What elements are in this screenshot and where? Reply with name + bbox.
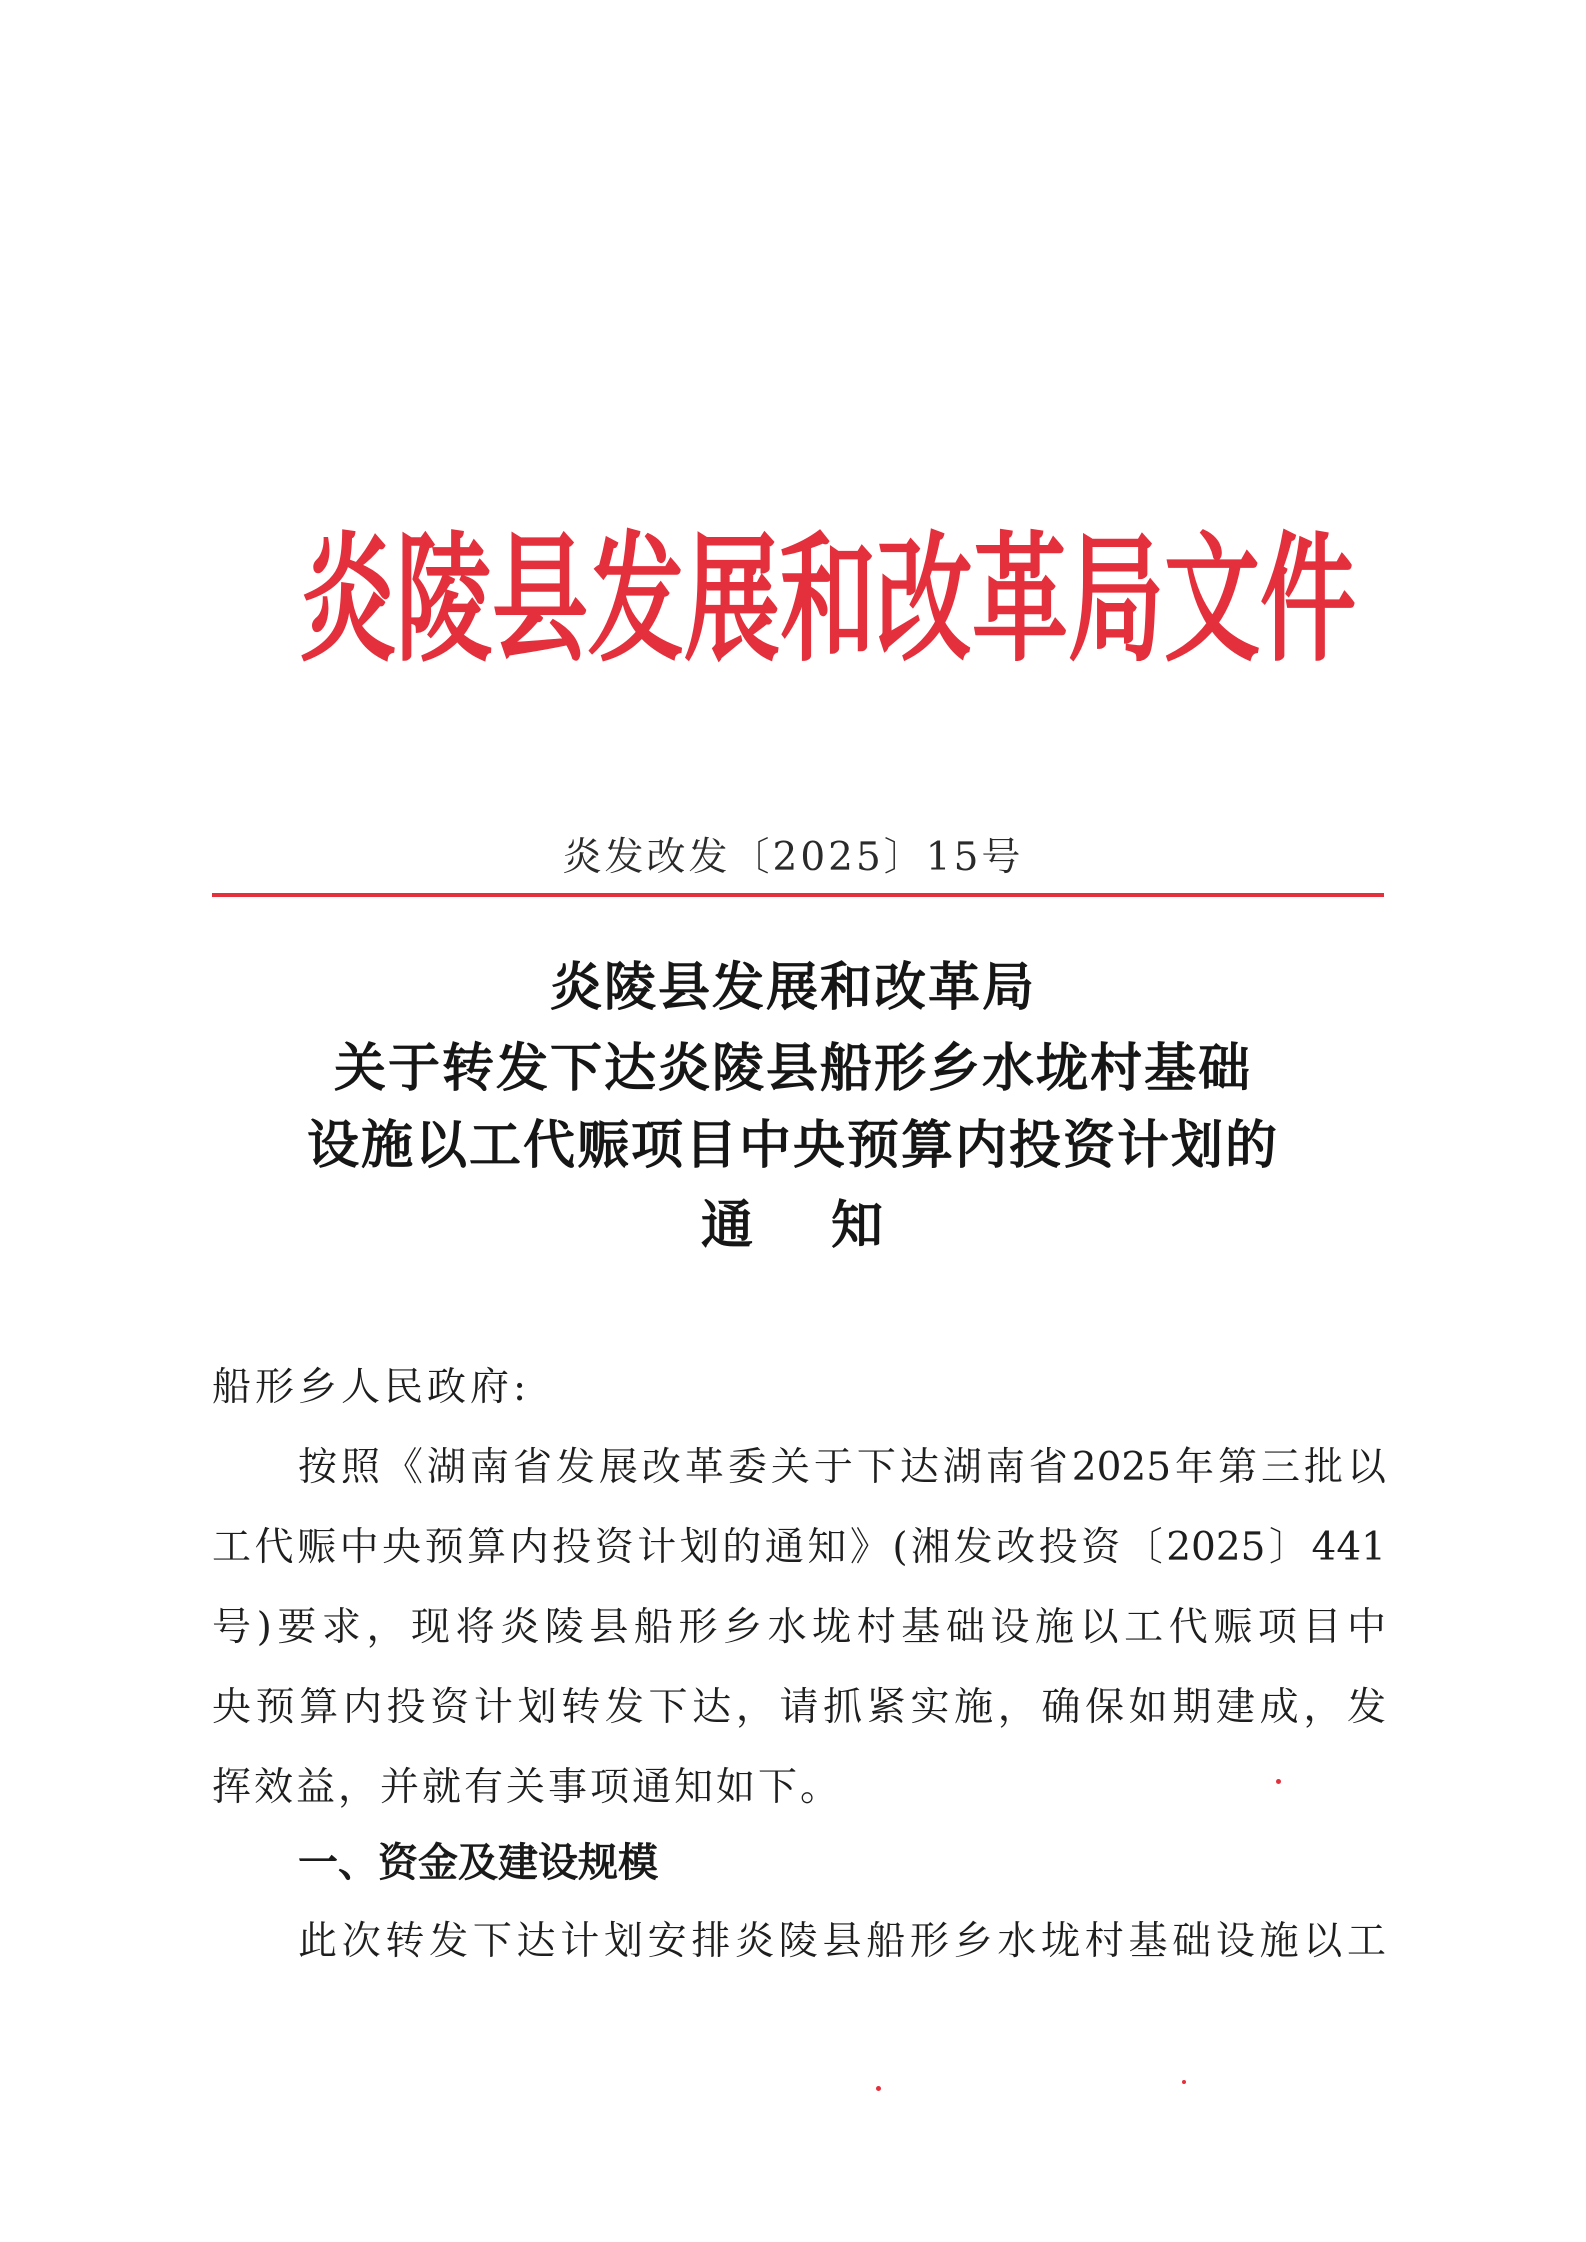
masthead-char: 县: [492, 518, 588, 682]
masthead-char: 展: [684, 518, 780, 682]
addressee: 船形乡人民政府:: [212, 1365, 531, 1410]
masthead-char: 文: [1164, 518, 1260, 682]
masthead-char: 革: [972, 518, 1068, 682]
document-masthead: [300, 515, 1356, 685]
paragraph-line: 号)要求，现将炎陵县船形乡水垅村基础设施以工代赈项目中: [212, 1605, 1386, 1650]
title-line-2: 关于转发下达炎陵县船形乡水垅村基础: [333, 1039, 1252, 1099]
masthead-char: 和: [780, 518, 876, 682]
masthead-char: 陵: [396, 518, 492, 682]
title-char-zhi: 知: [831, 1196, 886, 1256]
title-line-3: 设施以工代赈项目中央预算内投资计划的: [306, 1116, 1279, 1176]
red-divider-line: [212, 893, 1384, 897]
red-speck: [1182, 2080, 1186, 2084]
paragraph-line: 央预算内投资计划转发下达，请抓紧实施，确保如期建成，发: [212, 1685, 1386, 1730]
masthead-char: 改: [876, 518, 972, 682]
paragraph-line: 按照《湖南省发展改革委关于下达湖南省2025年第三批以: [298, 1445, 1386, 1490]
title-char-tong: 通: [700, 1196, 755, 1256]
paragraph-line: 工代赈中央预算内投资计划的通知》(湘发改投资〔2025〕441: [212, 1525, 1386, 1570]
title-line-4: [0, 1196, 1586, 1256]
paragraph-line: 此次转发下达计划安排炎陵县船形乡水垅村基础设施以工: [298, 1919, 1386, 1964]
masthead-char: 发: [588, 518, 684, 682]
red-speck: [1276, 1779, 1281, 1784]
masthead-char: 局: [1068, 518, 1164, 682]
masthead-char: 炎: [300, 518, 396, 682]
section-heading: 一、资金及建设规模: [298, 1840, 658, 1886]
paragraph-line: 挥效益，并就有关事项通知如下。: [212, 1765, 843, 1810]
masthead-char: 件: [1260, 518, 1356, 682]
title-line-1: 炎陵县发展和改革局: [549, 958, 1036, 1018]
document-number: 炎发改发〔2025〕15号: [562, 835, 1024, 880]
red-speck: [876, 2086, 881, 2091]
